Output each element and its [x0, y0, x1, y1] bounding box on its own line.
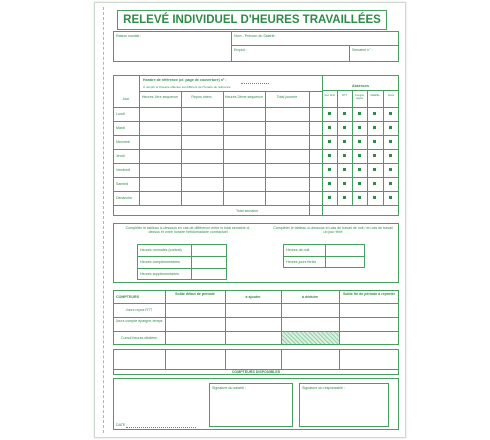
raison-sociale-field[interactable]: Raison sociale :	[116, 34, 142, 38]
day-lundi: Lundi	[116, 112, 125, 116]
reference-label: Horaire de référence (cf. page de couverture) n° :	[143, 78, 227, 82]
reference-note: À remplir si l'horaire effectué est différent de l'horaire de référence	[143, 85, 231, 89]
absence-checkbox[interactable]	[373, 196, 376, 199]
date-label: DATE :	[116, 423, 128, 427]
col-heures-1: Heures 1ère séquence	[141, 95, 179, 99]
absence-checkbox[interactable]	[389, 126, 392, 129]
absence-col-conges: Congés payés	[355, 94, 364, 100]
counter-row-cumul: Cumul heures dédiées	[121, 336, 157, 340]
absence-checkbox[interactable]	[343, 168, 346, 171]
absence-col-ferie: Jour férié	[324, 94, 335, 97]
form-sheet	[94, 2, 406, 438]
absence-checkbox[interactable]	[328, 112, 331, 115]
page-title: RELEVÉ INDIVIDUEL D'HEURES TRAVAILLÉES	[117, 10, 387, 30]
absence-checkbox[interactable]	[358, 168, 361, 171]
absence-checkbox[interactable]	[328, 154, 331, 157]
absence-col-rtt: RTT	[342, 94, 347, 97]
absence-checkbox[interactable]	[328, 168, 331, 171]
absence-checkbox[interactable]	[373, 168, 376, 171]
heures-nuit: Heures de nuit	[286, 248, 310, 252]
nom-prenom-field[interactable]: Nom - Prénom du Salarié :	[234, 34, 277, 38]
emploi-field[interactable]: Emploi :	[234, 48, 247, 52]
complete-left-text: Compléter le tableau ci-dessous en cas de différence entre le total semaine ci-dessus et votre horaire hebdomadaire contractuel	[125, 226, 251, 234]
day-mardi: Mardi	[116, 126, 125, 130]
absence-checkbox[interactable]	[373, 182, 376, 185]
absence-checkbox[interactable]	[328, 140, 331, 143]
absence-checkbox[interactable]	[373, 126, 376, 129]
hatched-cell	[282, 332, 339, 344]
absence-checkbox[interactable]	[328, 196, 331, 199]
col-repos: Repos interc.	[191, 95, 213, 99]
counter-row-cet: Jours compte épargne-temps	[115, 319, 163, 323]
perforation-line	[103, 7, 104, 433]
absence-checkbox[interactable]	[358, 182, 361, 185]
counter-row-rtt: Jours repos RTT	[125, 308, 153, 312]
absence-checkbox[interactable]	[358, 140, 361, 143]
absence-checkbox[interactable]	[358, 126, 361, 129]
absence-checkbox[interactable]	[389, 168, 392, 171]
day-jeudi: Jeudi	[116, 154, 125, 158]
absence-col-autre: Autre	[387, 94, 395, 97]
day-mercredi: Mercredi	[116, 140, 130, 144]
counters-header-deduire: à déduire	[302, 295, 318, 299]
semaine-field[interactable]: Semaine n° :	[352, 48, 373, 52]
counters-header-ajouter: à ajouter	[245, 295, 261, 299]
counters-header-solde-fin: Solde fin de période à reporter	[342, 292, 396, 296]
heures-normales: Heures normales (contrat)	[140, 248, 182, 252]
absence-checkbox[interactable]	[389, 196, 392, 199]
complete-right-text: Compléter le tableau ci-dessous en cas de travail de nuit / en cas de travail un jour férié	[273, 226, 393, 234]
signature-responsable-label: Signature du responsable :	[302, 386, 345, 390]
col-heures-2: Heures 2ème séquence	[224, 95, 264, 99]
absence-checkbox[interactable]	[389, 112, 392, 115]
absence-checkbox[interactable]	[373, 154, 376, 157]
day-samedi: Samedi	[116, 182, 129, 186]
absence-checkbox[interactable]	[389, 182, 392, 185]
day-dimanche: Dimanche	[116, 196, 133, 200]
absence-checkbox[interactable]	[343, 196, 346, 199]
heures-jours-feries: Heures jours fériés	[286, 260, 317, 264]
heures-supplementaires: Heures supplémentaires	[140, 272, 179, 276]
absence-checkbox[interactable]	[328, 126, 331, 129]
total-semaine-label: Total semaine	[236, 209, 259, 213]
day-vendredi: Vendredi	[116, 168, 131, 172]
absence-checkbox[interactable]	[389, 140, 392, 143]
absences-label: Absences	[352, 84, 369, 88]
col-jour: Jour	[122, 97, 130, 101]
absence-checkbox[interactable]	[389, 154, 392, 157]
absence-checkbox[interactable]	[343, 140, 346, 143]
heures-complementaires: Heures complémentaires	[140, 260, 180, 264]
absence-col-maladie: Maladie	[370, 94, 380, 97]
absence-checkbox[interactable]	[358, 154, 361, 157]
counters-available-label: COMPTEURS DISPONIBLES	[231, 370, 281, 374]
col-total: Total journée	[276, 95, 298, 99]
date-field[interactable]	[126, 427, 196, 428]
counters-header-label: COMPTEURS	[116, 295, 139, 299]
absence-checkbox[interactable]	[373, 112, 376, 115]
absence-checkbox[interactable]	[343, 126, 346, 129]
absence-checkbox[interactable]	[343, 154, 346, 157]
absence-checkbox[interactable]	[343, 112, 346, 115]
absence-checkbox[interactable]	[328, 182, 331, 185]
absence-checkbox[interactable]	[358, 196, 361, 199]
absence-checkbox[interactable]	[343, 182, 346, 185]
counters-header-solde-debut: Solde début de période	[175, 292, 215, 296]
absence-checkbox[interactable]	[373, 140, 376, 143]
signature-salarie-label: Signature du salarié :	[212, 386, 246, 390]
absence-checkbox[interactable]	[358, 112, 361, 115]
